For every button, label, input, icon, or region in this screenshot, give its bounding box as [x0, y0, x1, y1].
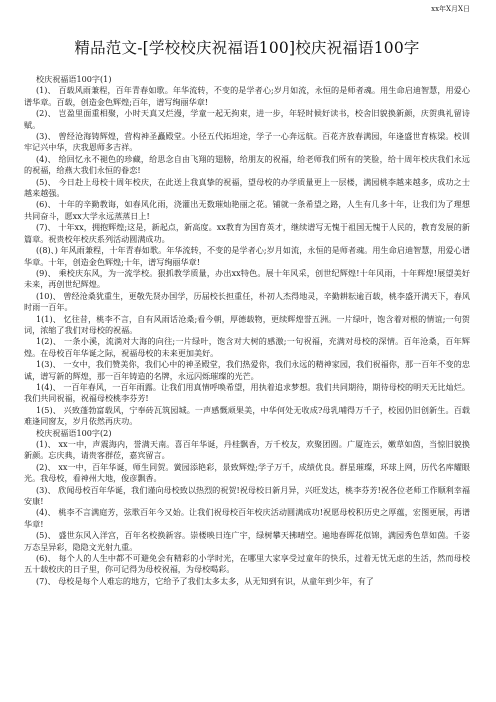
- blessing-paragraph: (1)、 xx一中，声震海内，誉满天南。喜百年华诞，丹桂飘香，万千校友，欢聚团圆。广厦连云，嫩草如茵，当惊旧貌换新颜。忘庆典，请贵客群莅，嘉宾留言。: [24, 439, 470, 461]
- section-heading: 校庆祝福语100字(2): [36, 427, 112, 438]
- blessing-paragraph: (7)、 十年xx，拥抱辉煌;这是，新起点，新高度。xx教育为国育英才，继续谱写无愧于祖国无愧于人民的，教育发展的新篇章。祝贵校年校庆系列活动圆满成功。: [24, 222, 470, 244]
- blessing-paragraph: 1(1)、 忆往昔，桃李不言，自有风雨话沧桑;看今朝，厚德载物，更续辉煌誉五洲。一片绿叶，饱含着对根的情谊;一句贺词，浓缩了我们对母校的祝福。: [24, 313, 470, 335]
- document-body: [24, 74, 470, 587]
- blessing-paragraph: (9)、 乘校庆东风，为一流学校。狠抓教学质量，办出xx特色。展十年风采，创世纪辉煌!十年风雨，十年辉煌!展望美好未来，再创世纪辉煌。: [24, 267, 470, 290]
- blessing-paragraph: (4)、 给回忆永不褪色的珍藏，给思念自由飞翔的翅膀，给朋友的祝福，给老师我们所有的笑脸，给十周年校庆我们永远的祝福，给燕大我们永恒的眷恋!: [24, 153, 470, 176]
- blessing-paragraph: (2)、 xx一中，百年华诞，师生同贺。黉园添艳彩，景致辉煌;学子万千，成绩优良。群星璀璨，环球上网，历代名库耀眼光。我母校，看神州大地，俊彦飘香。: [24, 461, 470, 484]
- section-heading: 校庆祝福语100字(1): [36, 74, 112, 84]
- page-title: 精品范文-[学校校庆祝福语100]校庆祝福语100字: [74, 39, 420, 57]
- blessing-paragraph: (10)、 曾经沧桑犹重生，更敬先贤办国学，历届校长担重任，朴初人杰得地灵，辛勤耕耘逾百载，桃李盛开满天下，春风时雨一百年。: [24, 290, 470, 313]
- blessing-paragraph: (2)、 岂盈里面重相聚，小时天真又烂漫，学童一起无拘束，进一步，年轻时候好读书，校舍旧貌换新颜，庆贺典礼留诗赋。: [24, 108, 470, 130]
- blessing-paragraph: 1(3)、 一女中，我们赞美你，我们心中的神圣殿堂，我们热爱你，我们永远的精神家园，我们祝福你，那一百年不变的忠诚，谱写新的辉煌，那一百年铸造的名牌，永远闪烁璀璨的光芒。: [24, 359, 470, 381]
- blessing-paragraph: 1(4)、 一百年春风，一百年雨露。让我们用真情呼唤希望，用执着追求梦想。我们共同期待，期待母校的明天无比灿烂。我们共同祝福，祝福母校桃李芬芳!: [24, 381, 470, 404]
- date-label: xx年X月X日: [431, 5, 470, 13]
- blessing-paragraph: ((8)、) 年风雨兼程，十年青春如歌。年华流转，不变的是学者心;岁月如流，永恒的是师者魂。用生命启迪智慧，用爱心谱华章。十年，创造金色辉煌;十年，谱写绚丽华章!: [24, 245, 470, 267]
- blessing-paragraph: 1(5)、 兴致蓬勃富载风，宁奉砖瓦筑园城。一声感慨顽果美，中华何处无收成?母乳哺得万千子，校园仍旧创新生。百载难逢同窗友，岁月依然再庆功。: [24, 404, 470, 427]
- blessing-paragraph: (7)、 母校是每个人难忘的地方，它给予了我们太多太多，从无知到有识，从童年到少年，有了: [36, 575, 374, 586]
- blessing-paragraph: (6)、 十年的辛勤教诲，如春风化雨，浇灌出无数璀灿艳丽之花。铺就一条希望之路，人生有几多十年，让我们为了理想共同奋斗，愿xx大学永远蒸蒸日上!: [24, 199, 470, 221]
- blessing-paragraph: (5)、 盛世东风入洋宫，百年名校换新容。崇楼映日连广宇，绿树攀天拂晴空。遍地春晖花似锦，满园秀色草如茵。千姿万态呈异彩，隐隐文光射九重。: [24, 530, 470, 552]
- blessing-paragraph: (3)、 曾经沧海铸辉煌，营构神圣矗殿堂。小径五代拓坦途，学子一心奔远航。百花齐放春满园，年逢盛世育栋梁。校训牢记兴中华，庆我恩师多吉祥。: [24, 131, 470, 153]
- blessing-paragraph: 1(2)、 一条小溪，流淌对大海的向往;一片绿叶，饱含对大树的感激;一句祝福，充满对母校的深情。百年沧桑，百年辉煌。在母校百年华诞之际，祝福母校的未来更加美好。: [24, 336, 470, 358]
- blessing-paragraph: (1)、 百载风雨兼程，百年青春如歌。年华流转，不变的是学者心;岁月如流，永恒的是师者魂。用生命启迪智慧，用爱心谱华章。百载，创造金色辉煌;百年，谱写绚丽华章!: [24, 85, 470, 107]
- blessing-paragraph: (6)、 每个人的人生中都不可避免会有精彩的小学时光，在哪里大家享受过童年的快乐，过着无忧无虑的生活，然而母校五十载校庆的日子里，你可记得为母校祝福，为母校喝彩。: [24, 553, 470, 575]
- blessing-paragraph: (3)、 欣闻母校百年华诞，我们谨向母校致以热烈的祝贺!祝母校日新月异，兴旺发达，桃李芬芳!祝各位老师工作顺利幸福安康!: [24, 484, 470, 507]
- blessing-paragraph: (5)、 今日赴上母校十周年校庆，在此送上我真挚的祝福，望母校的办学质量更上一层楼，满园桃李越来越多，成功之士越来越强。: [24, 176, 470, 199]
- blessing-paragraph: (4)、 桃李不言满庭芳，弦歌百年今又始。让我们祝母校百年校庆活动圆满成功!祝愿母校积历史之厚蕴，宏图更展，再谱华章!: [24, 507, 470, 529]
